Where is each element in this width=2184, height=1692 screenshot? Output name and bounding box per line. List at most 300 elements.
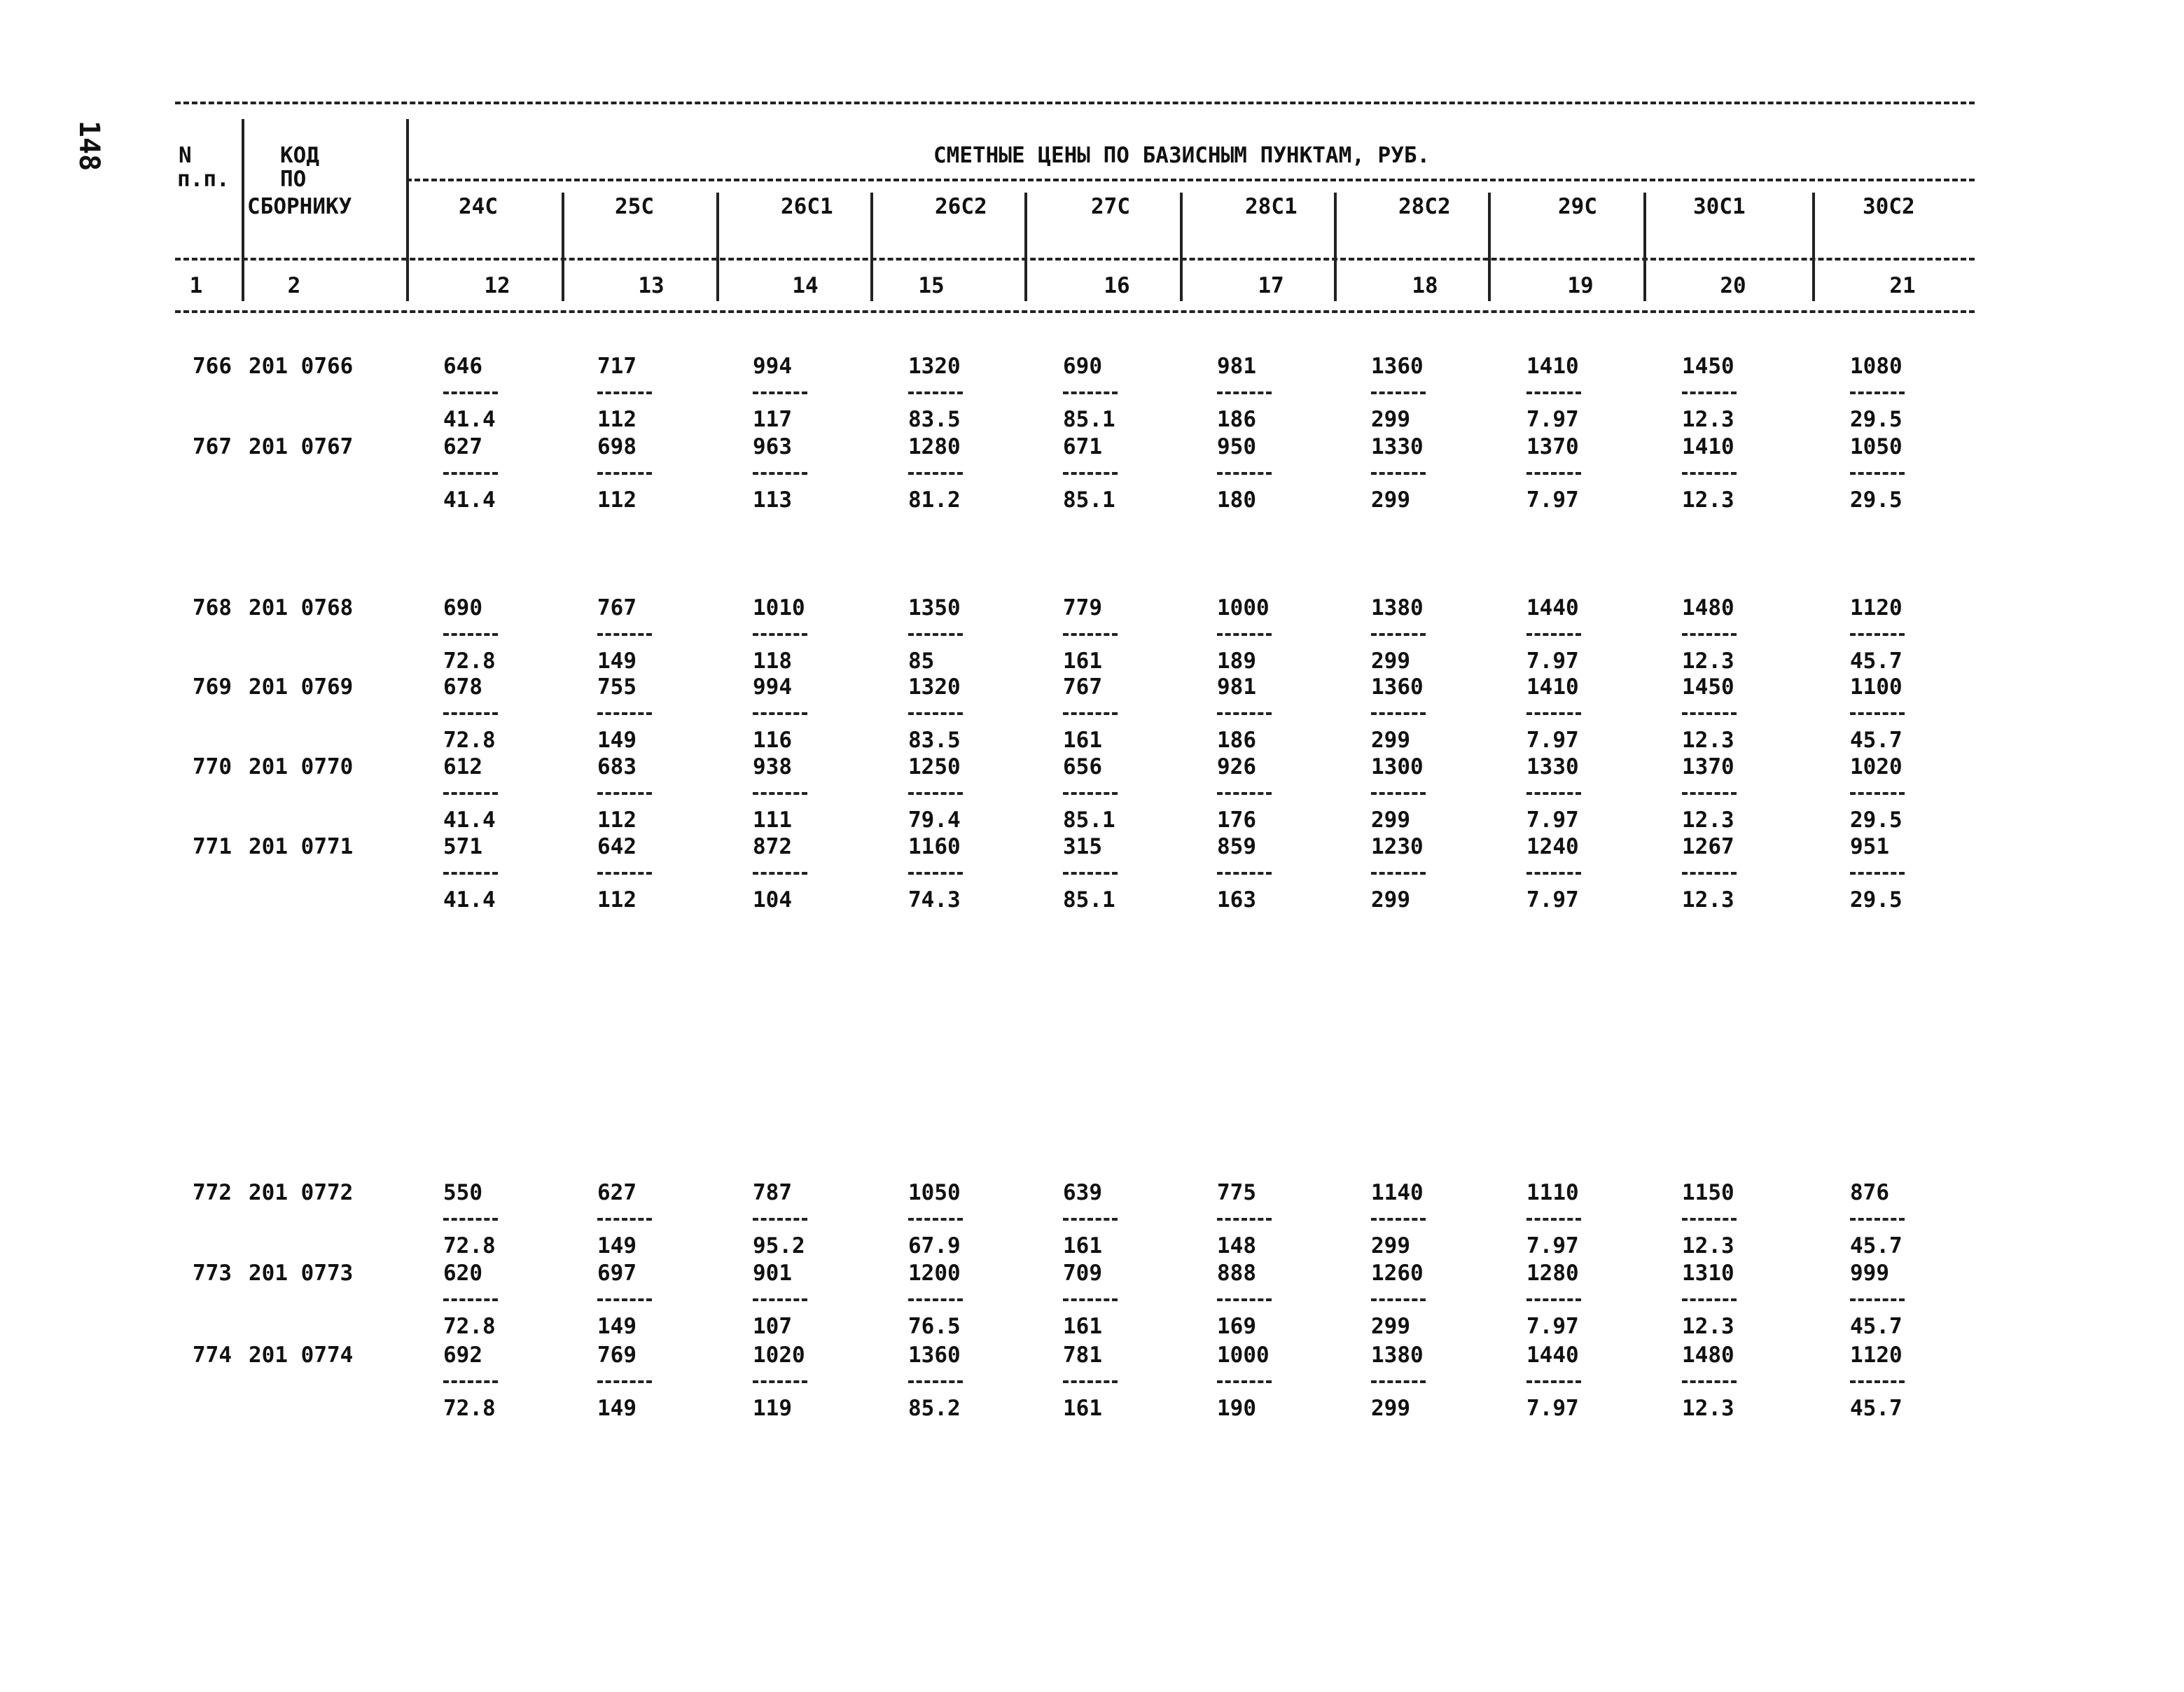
- fraction-line: [908, 1298, 963, 1301]
- separator-point-2: [716, 193, 719, 301]
- column-number-21: 21: [1889, 273, 1916, 298]
- price-denominator: 12.3: [1682, 649, 1734, 674]
- row-number: 771: [193, 834, 232, 859]
- price-numerator: 781: [1063, 1343, 1102, 1368]
- price-numerator: 1320: [908, 354, 961, 379]
- price-numerator: 767: [597, 595, 637, 620]
- fraction-line: [443, 1218, 498, 1221]
- price-denominator: 163: [1217, 887, 1256, 913]
- fraction-line: [908, 712, 963, 715]
- price-numerator: 1120: [1850, 595, 1903, 620]
- fraction-line: [1526, 712, 1581, 715]
- price-numerator: 1267: [1682, 834, 1734, 859]
- price-denominator: 112: [597, 407, 637, 432]
- row-code: 201 0774: [249, 1343, 354, 1368]
- fraction-line: [1371, 391, 1426, 394]
- price-numerator: 1440: [1526, 1343, 1579, 1368]
- fraction-line: [597, 472, 652, 475]
- column-number-14: 14: [792, 273, 819, 298]
- price-denominator: 148: [1217, 1233, 1256, 1258]
- row-number: 766: [193, 354, 232, 379]
- fraction-line: [597, 712, 652, 715]
- price-denominator: 29.5: [1850, 407, 1903, 432]
- price-numerator: 1010: [753, 595, 805, 620]
- fraction-line: [1682, 792, 1737, 795]
- fraction-line: [597, 391, 652, 394]
- price-numerator: 1200: [908, 1261, 961, 1286]
- fraction-line: [1063, 872, 1118, 875]
- header-n-label: N: [179, 143, 192, 168]
- fraction-line: [1682, 712, 1737, 715]
- fraction-line: [1526, 633, 1581, 636]
- price-denominator: 161: [1063, 1314, 1102, 1339]
- price-numerator: 1310: [1682, 1261, 1734, 1286]
- price-denominator: 45.7: [1850, 649, 1903, 674]
- price-denominator: 72.8: [443, 649, 496, 674]
- price-denominator: 83.5: [908, 407, 961, 432]
- price-numerator: 1410: [1682, 434, 1734, 459]
- column-number-19: 19: [1567, 273, 1594, 298]
- price-numerator: 1360: [1371, 354, 1424, 379]
- fraction-line: [1217, 1298, 1272, 1301]
- fraction-line: [753, 1218, 807, 1221]
- price-denominator: 111: [753, 807, 792, 833]
- column-number-13: 13: [638, 273, 665, 298]
- column-number-15: 15: [918, 273, 945, 298]
- price-numerator: 627: [597, 1180, 637, 1205]
- fraction-line: [1217, 872, 1272, 875]
- fraction-line: [597, 1218, 652, 1221]
- price-denominator: 72.8: [443, 728, 496, 753]
- fraction-line: [1217, 1218, 1272, 1221]
- fraction-line: [1217, 391, 1272, 394]
- fraction-line: [1371, 472, 1426, 475]
- fraction-line: [753, 391, 807, 394]
- price-numerator: 1120: [1850, 1343, 1903, 1368]
- price-numerator: 709: [1063, 1261, 1102, 1286]
- price-denominator: 41.4: [443, 407, 496, 432]
- price-numerator: 950: [1217, 434, 1256, 459]
- price-numerator: 1480: [1682, 1343, 1734, 1368]
- price-numerator: 1350: [908, 595, 961, 620]
- price-numerator: 1260: [1371, 1261, 1424, 1286]
- price-numerator: 755: [597, 674, 637, 700]
- price-numerator: 938: [753, 754, 792, 779]
- point-header-26С1: 26С1: [781, 194, 833, 219]
- price-denominator: 12.3: [1682, 407, 1734, 432]
- price-denominator: 7.97: [1526, 807, 1579, 833]
- price-numerator: 1370: [1682, 754, 1734, 779]
- fraction-line: [908, 633, 963, 636]
- price-numerator: 1020: [1850, 754, 1903, 779]
- price-numerator: 779: [1063, 595, 1102, 620]
- fraction-line: [1850, 792, 1905, 795]
- fraction-line: [1850, 712, 1905, 715]
- price-numerator: 1480: [1682, 595, 1734, 620]
- price-numerator: 1330: [1526, 754, 1579, 779]
- separator-point-8: [1643, 193, 1646, 301]
- price-denominator: 85.1: [1063, 887, 1115, 913]
- price-numerator: 767: [1063, 674, 1102, 700]
- price-denominator: 299: [1371, 487, 1410, 513]
- price-numerator: 1150: [1682, 1180, 1734, 1205]
- price-numerator: 698: [597, 434, 637, 459]
- price-numerator: 1410: [1526, 354, 1579, 379]
- price-denominator: 299: [1371, 1396, 1410, 1421]
- column-number-20: 20: [1720, 273, 1746, 298]
- separator-point-3: [870, 193, 873, 301]
- row-code: 201 0767: [249, 434, 354, 459]
- price-denominator: 72.8: [443, 1314, 496, 1339]
- price-denominator: 161: [1063, 728, 1102, 753]
- price-denominator: 161: [1063, 649, 1102, 674]
- fraction-line: [1682, 1380, 1737, 1383]
- price-denominator: 161: [1063, 1396, 1102, 1421]
- price-numerator: 1100: [1850, 674, 1903, 700]
- separator-point-6: [1334, 193, 1337, 301]
- price-numerator: 1110: [1526, 1180, 1579, 1205]
- fraction-line: [1526, 472, 1581, 475]
- fraction-line: [1526, 1380, 1581, 1383]
- price-numerator: 1080: [1850, 354, 1903, 379]
- price-numerator: 1050: [908, 1180, 961, 1205]
- price-group-title: СМЕТНЫЕ ЦЕНЫ ПО БАЗИСНЫМ ПУНКТАМ, РУБ.: [933, 143, 1431, 168]
- price-denominator: 41.4: [443, 807, 496, 833]
- fraction-line: [908, 792, 963, 795]
- price-numerator: 872: [753, 834, 792, 859]
- price-denominator: 169: [1217, 1314, 1256, 1339]
- header-n-label-2: п.п.: [177, 167, 230, 192]
- price-denominator: 7.97: [1526, 1314, 1579, 1339]
- price-numerator: 1410: [1526, 674, 1579, 700]
- price-denominator: 7.97: [1526, 487, 1579, 513]
- fraction-line: [1371, 872, 1426, 875]
- price-numerator: 981: [1217, 354, 1256, 379]
- price-denominator: 112: [597, 807, 637, 833]
- fraction-line: [1063, 1380, 1118, 1383]
- price-denominator: 161: [1063, 1233, 1102, 1258]
- price-numerator: 1000: [1217, 1343, 1270, 1368]
- price-numerator: 571: [443, 834, 482, 859]
- fraction-line: [1063, 472, 1118, 475]
- price-numerator: 951: [1850, 834, 1889, 859]
- price-denominator: 12.3: [1682, 1233, 1734, 1258]
- point-header-27С: 27С: [1091, 194, 1130, 219]
- price-numerator: 690: [443, 595, 482, 620]
- fraction-line: [1063, 391, 1118, 394]
- column-number-12: 12: [484, 273, 510, 298]
- separator-point-7: [1488, 193, 1491, 301]
- price-denominator: 85.1: [1063, 807, 1115, 833]
- price-numerator: 1240: [1526, 834, 1579, 859]
- fraction-line: [753, 872, 807, 875]
- fraction-line: [1526, 872, 1581, 875]
- row-number: 773: [193, 1261, 232, 1286]
- fraction-line: [1371, 1218, 1426, 1221]
- fraction-line: [1682, 472, 1737, 475]
- fraction-line: [908, 472, 963, 475]
- price-denominator: 45.7: [1850, 1233, 1903, 1258]
- header-top-rule: [175, 102, 1975, 104]
- price-numerator: 642: [597, 834, 637, 859]
- price-denominator: 116: [753, 728, 792, 753]
- price-denominator: 149: [597, 649, 637, 674]
- price-denominator: 186: [1217, 728, 1256, 753]
- row-code: 201 0769: [249, 674, 354, 700]
- price-denominator: 85.1: [1063, 487, 1115, 513]
- fraction-line: [908, 872, 963, 875]
- price-numerator: 656: [1063, 754, 1102, 779]
- separator-point-9: [1812, 193, 1815, 301]
- price-denominator: 7.97: [1526, 407, 1579, 432]
- row-number: 769: [193, 674, 232, 700]
- price-numerator: 683: [597, 754, 637, 779]
- fraction-line: [1217, 792, 1272, 795]
- price-denominator: 190: [1217, 1396, 1256, 1421]
- row-code: 201 0766: [249, 354, 354, 379]
- price-numerator: 775: [1217, 1180, 1256, 1205]
- price-numerator: 1450: [1682, 674, 1734, 700]
- price-denominator: 299: [1371, 887, 1410, 913]
- price-denominator: 85.2: [908, 1396, 961, 1421]
- fraction-line: [1217, 472, 1272, 475]
- fraction-line: [1217, 633, 1272, 636]
- price-numerator: 697: [597, 1261, 637, 1286]
- price-numerator: 926: [1217, 754, 1256, 779]
- price-denominator: 119: [753, 1396, 792, 1421]
- price-denominator: 149: [597, 1233, 637, 1258]
- price-denominator: 85: [908, 649, 935, 674]
- separator-point-1: [562, 193, 564, 301]
- price-numerator: 859: [1217, 834, 1256, 859]
- price-denominator: 12.3: [1682, 1396, 1734, 1421]
- fraction-line: [597, 1298, 652, 1301]
- price-numerator: 994: [753, 674, 792, 700]
- price-denominator: 149: [597, 1396, 637, 1421]
- price-numerator: 1000: [1217, 595, 1270, 620]
- price-numerator: 1440: [1526, 595, 1579, 620]
- point-header-26С2: 26С2: [935, 194, 987, 219]
- price-numerator: 1330: [1371, 434, 1424, 459]
- fraction-line: [1063, 712, 1118, 715]
- price-numerator: 1280: [1526, 1261, 1579, 1286]
- fraction-line: [908, 1218, 963, 1221]
- price-numerator: 620: [443, 1261, 482, 1286]
- header-code-label-2: ПО: [280, 167, 307, 192]
- price-denominator: 149: [597, 728, 637, 753]
- price-denominator: 104: [753, 887, 792, 913]
- fraction-line: [753, 1380, 807, 1383]
- fraction-line: [1682, 633, 1737, 636]
- fraction-line: [753, 633, 807, 636]
- price-denominator: 12.3: [1682, 807, 1734, 833]
- price-numerator: 717: [597, 354, 637, 379]
- price-numerator: 1300: [1371, 754, 1424, 779]
- price-denominator: 85.1: [1063, 407, 1115, 432]
- fraction-line: [1850, 472, 1905, 475]
- fraction-line: [1526, 1218, 1581, 1221]
- separator-n-code: [242, 119, 244, 301]
- price-denominator: 299: [1371, 407, 1410, 432]
- row-code: 201 0773: [249, 1261, 354, 1286]
- price-numerator: 1160: [908, 834, 961, 859]
- fraction-line: [443, 792, 498, 795]
- row-code: 201 0770: [249, 754, 354, 779]
- price-denominator: 112: [597, 887, 637, 913]
- fraction-line: [1371, 1298, 1426, 1301]
- price-numerator: 678: [443, 674, 482, 700]
- price-denominator: 107: [753, 1314, 792, 1339]
- fraction-line: [443, 1298, 498, 1301]
- separator-point-4: [1024, 193, 1027, 301]
- price-denominator: 41.4: [443, 487, 496, 513]
- header-code-label-3: СБОРНИКУ: [247, 194, 352, 219]
- price-numerator: 671: [1063, 434, 1102, 459]
- fraction-line: [1682, 872, 1737, 875]
- price-numerator: 1230: [1371, 834, 1424, 859]
- price-denominator: 72.8: [443, 1233, 496, 1258]
- point-header-30С2: 30С2: [1863, 194, 1915, 219]
- point-header-30С1: 30С1: [1693, 194, 1746, 219]
- price-denominator: 45.7: [1850, 1396, 1903, 1421]
- price-numerator: 1380: [1371, 595, 1424, 620]
- price-numerator: 1380: [1371, 1343, 1424, 1368]
- fraction-line: [1850, 872, 1905, 875]
- price-denominator: 29.5: [1850, 807, 1903, 833]
- fraction-line: [1063, 792, 1118, 795]
- price-denominator: 180: [1217, 487, 1256, 513]
- column-number-2: 2: [287, 273, 301, 298]
- price-numerator: 1280: [908, 434, 961, 459]
- price-numerator: 888: [1217, 1261, 1256, 1286]
- fraction-line: [597, 792, 652, 795]
- fraction-line: [1850, 633, 1905, 636]
- price-denominator: 45.7: [1850, 1314, 1903, 1339]
- point-header-28С1: 28С1: [1245, 194, 1298, 219]
- fraction-line: [1063, 1218, 1118, 1221]
- price-denominator: 299: [1371, 649, 1410, 674]
- fraction-line: [1682, 1218, 1737, 1221]
- fraction-line: [1217, 712, 1272, 715]
- price-numerator: 639: [1063, 1180, 1102, 1205]
- fraction-line: [1371, 712, 1426, 715]
- price-numerator: 1320: [908, 674, 961, 700]
- point-header-28С2: 28С2: [1398, 194, 1451, 219]
- price-denominator: 79.4: [908, 807, 961, 833]
- price-denominator: 7.97: [1526, 887, 1579, 913]
- price-denominator: 29.5: [1850, 487, 1903, 513]
- price-numerator: 999: [1850, 1261, 1889, 1286]
- price-denominator: 81.2: [908, 487, 961, 513]
- fraction-line: [1682, 391, 1737, 394]
- price-numerator: 1360: [1371, 674, 1424, 700]
- fraction-line: [597, 1380, 652, 1383]
- fraction-line: [1850, 1298, 1905, 1301]
- price-denominator: 299: [1371, 807, 1410, 833]
- price-denominator: 186: [1217, 407, 1256, 432]
- price-denominator: 118: [753, 649, 792, 674]
- price-denominator: 74.3: [908, 887, 961, 913]
- fraction-line: [1526, 391, 1581, 394]
- price-denominator: 12.3: [1682, 887, 1734, 913]
- fraction-line: [908, 1380, 963, 1383]
- price-numerator: 981: [1217, 674, 1256, 700]
- price-numerator: 627: [443, 434, 482, 459]
- fraction-line: [1850, 1218, 1905, 1221]
- row-number: 774: [193, 1343, 232, 1368]
- fraction-line: [753, 712, 807, 715]
- fraction-line: [443, 391, 498, 394]
- fraction-line: [908, 391, 963, 394]
- price-denominator: 12.3: [1682, 728, 1734, 753]
- price-numerator: 963: [753, 434, 792, 459]
- column-number-17: 17: [1258, 273, 1284, 298]
- fraction-line: [1850, 391, 1905, 394]
- row-number: 772: [193, 1180, 232, 1205]
- fraction-line: [753, 472, 807, 475]
- price-denominator: 29.5: [1850, 887, 1903, 913]
- price-denominator: 113: [753, 487, 792, 513]
- price-numerator: 1020: [753, 1343, 805, 1368]
- point-header-24С: 24С: [459, 194, 498, 219]
- price-denominator: 299: [1371, 728, 1410, 753]
- price-denominator: 41.4: [443, 887, 496, 913]
- column-number-18: 18: [1412, 273, 1438, 298]
- price-denominator: 299: [1371, 1314, 1410, 1339]
- row-code: 201 0768: [249, 595, 354, 620]
- price-numerator: 769: [597, 1343, 637, 1368]
- price-denominator: 176: [1217, 807, 1256, 833]
- price-denominator: 12.3: [1682, 487, 1734, 513]
- price-numerator: 1450: [1682, 354, 1734, 379]
- price-numerator: 1140: [1371, 1180, 1424, 1205]
- fraction-line: [1371, 792, 1426, 795]
- price-numerator: 315: [1063, 834, 1102, 859]
- price-numerator: 1370: [1526, 434, 1579, 459]
- price-numerator: 1250: [908, 754, 961, 779]
- price-denominator: 7.97: [1526, 1233, 1579, 1258]
- point-header-29С: 29С: [1558, 194, 1597, 219]
- row-number: 767: [193, 434, 232, 459]
- fraction-line: [1682, 1298, 1737, 1301]
- price-numerator: 1050: [1850, 434, 1903, 459]
- fraction-line: [1371, 633, 1426, 636]
- price-numerator: 1360: [908, 1343, 961, 1368]
- fraction-line: [753, 1298, 807, 1301]
- fraction-line: [1850, 1380, 1905, 1383]
- price-denominator: 117: [753, 407, 792, 432]
- price-numerator: 876: [1850, 1180, 1889, 1205]
- price-numerator: 692: [443, 1343, 482, 1368]
- column-number-1: 1: [189, 273, 203, 298]
- fraction-line: [443, 872, 498, 875]
- fraction-line: [443, 712, 498, 715]
- fraction-line: [597, 633, 652, 636]
- price-denominator: 45.7: [1850, 728, 1903, 753]
- row-number: 770: [193, 754, 232, 779]
- price-denominator: 76.5: [908, 1314, 961, 1339]
- fraction-line: [1371, 1380, 1426, 1383]
- price-denominator: 299: [1371, 1233, 1410, 1258]
- price-numerator: 550: [443, 1180, 482, 1205]
- price-denominator: 72.8: [443, 1396, 496, 1421]
- fraction-line: [1526, 1298, 1581, 1301]
- price-denominator: 149: [597, 1314, 637, 1339]
- row-code: 201 0772: [249, 1180, 354, 1205]
- fraction-line: [443, 1380, 498, 1383]
- price-denominator: 112: [597, 487, 637, 513]
- price-numerator: 787: [753, 1180, 792, 1205]
